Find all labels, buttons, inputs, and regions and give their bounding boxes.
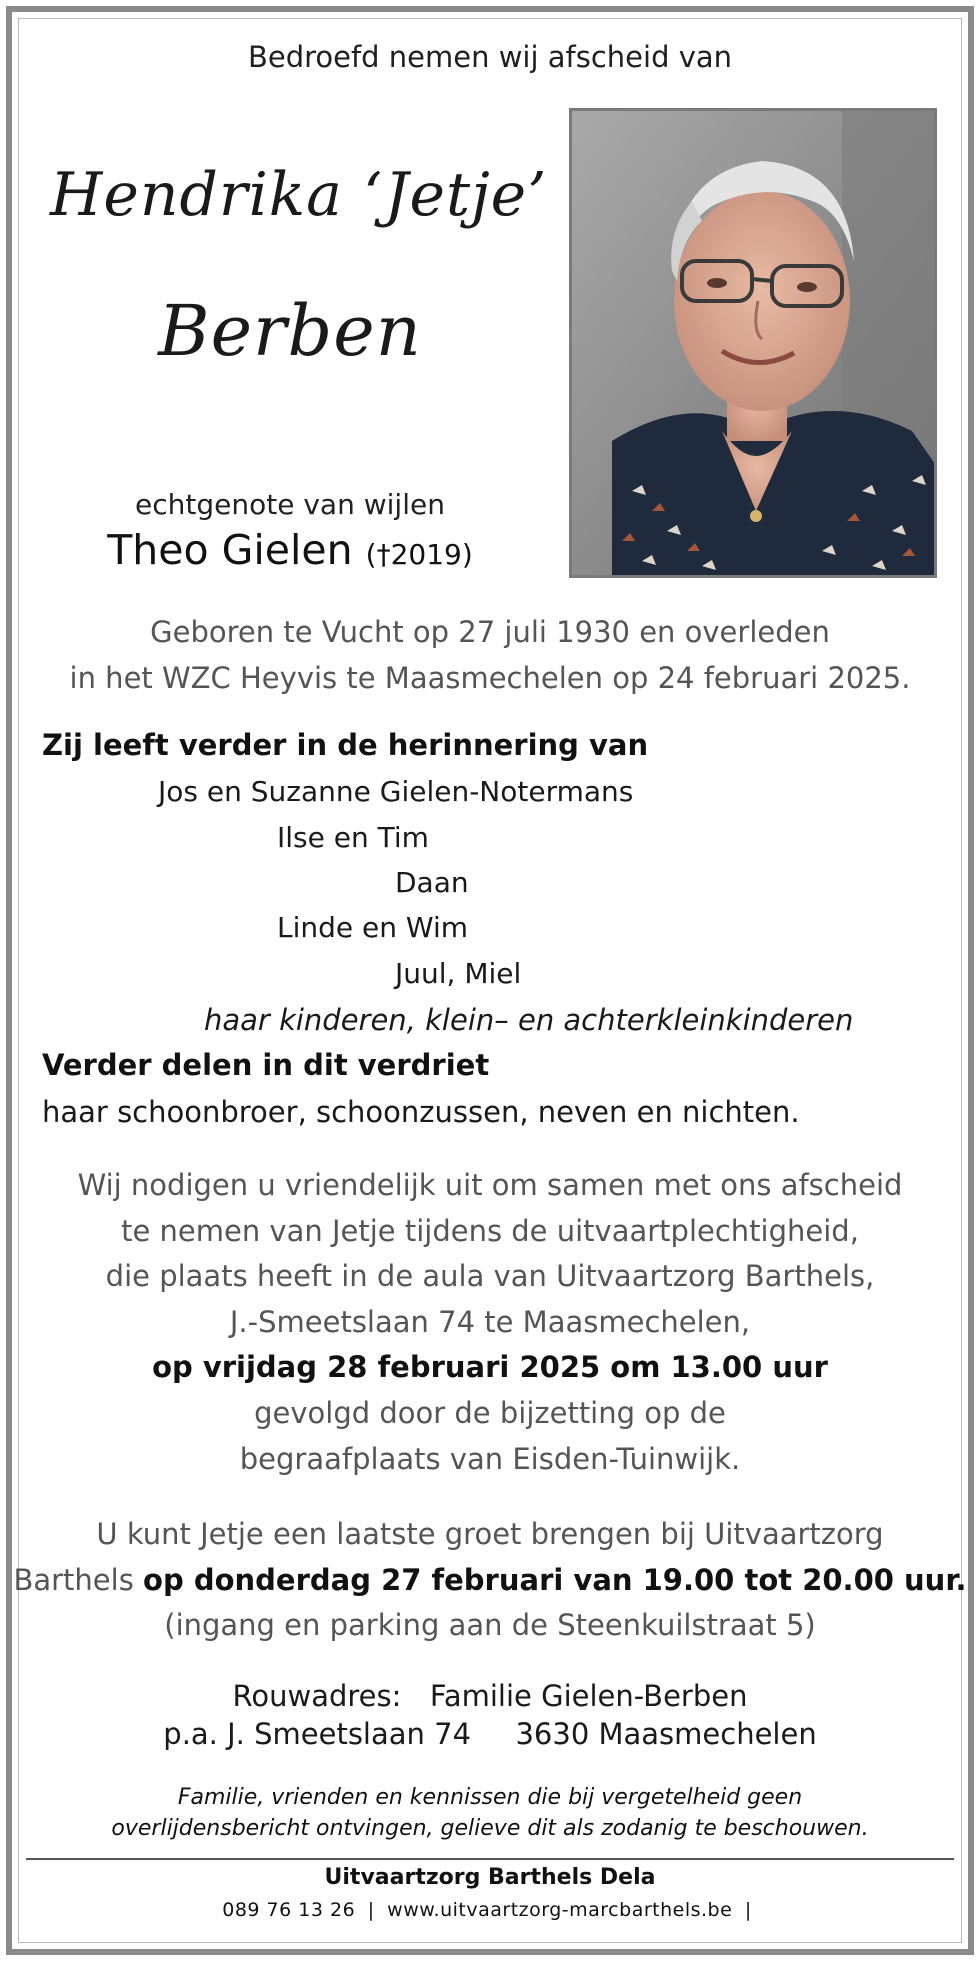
notice-line-2: overlijdensbericht ontvingen, gelieve dit als zodanig te beschouwen. xyxy=(111,1816,869,1841)
others-text: haar schoonbroer, schoonzussen, neven en nichten. xyxy=(42,1095,800,1129)
invitation-line: begraafplaats van Eisden-Tuinwijk. xyxy=(239,1442,741,1476)
spouse-death-year: (†2019) xyxy=(365,538,473,571)
address-line-2 xyxy=(0,1717,980,1751)
footer-divider xyxy=(26,1858,954,1860)
birth-line-1: Geboren te Vucht op 27 juli 1930 en overleden xyxy=(150,615,830,649)
family-member: Linde en Wim xyxy=(277,911,469,944)
visitation-line-2 xyxy=(0,1563,980,1597)
invitation-line: J.-Smeetslaan 74 te Maasmechelen, xyxy=(229,1305,751,1339)
visitation-line-1: U kunt Jetje een laatste groet brengen bij Uitvaartzorg xyxy=(96,1517,884,1551)
visitation-location: Barthels xyxy=(13,1563,134,1597)
address-street: p.a. J. Smeetslaan 74 xyxy=(163,1717,472,1751)
invitation-line: Wij nodigen u vriendelijk uit om samen met ons afscheid xyxy=(77,1168,903,1202)
spouse-name: Theo Gielen xyxy=(107,526,353,574)
birth-line-2: in het WZC Heyvis te Maasmechelen op 24 februari 2025. xyxy=(69,661,911,695)
address-city: 3630 Maasmechelen xyxy=(515,1717,817,1751)
spouse-label: echtgenote van wijlen xyxy=(135,488,445,521)
phone-number: 089 76 13 26 xyxy=(222,1899,356,1921)
deceased-name-first: Hendrika ‘Jetje’ xyxy=(50,160,548,230)
spouse-name-line xyxy=(60,526,520,574)
portrait-illustration xyxy=(572,111,937,578)
family-summary: haar kinderen, klein– en achterkleinkinderen xyxy=(204,1003,854,1037)
address-line-1 xyxy=(0,1679,980,1713)
ceremony-date: op vrijdag 28 februari 2025 om 13.00 uur xyxy=(152,1350,828,1384)
separator: | xyxy=(744,1899,752,1921)
family-member: Juul, Miel xyxy=(395,957,522,990)
notice-line-1: Familie, vrienden en kennissen die bij vergetelheid geen xyxy=(177,1785,803,1810)
funeral-home-contact xyxy=(0,1899,980,1921)
invitation-line: die plaats heeft in de aula van Uitvaartzorg Barthels, xyxy=(105,1259,875,1293)
funeral-home-name: Uitvaartzorg Barthels Dela xyxy=(324,1865,656,1890)
deceased-name-last: Berben xyxy=(158,290,422,372)
invitation-line: gevolgd door de bijzetting op de xyxy=(254,1396,726,1430)
intro-text: Bedroefd nemen wij afscheid van xyxy=(247,40,733,74)
family-heading: Zij leeft verder in de herinnering van xyxy=(42,728,649,762)
website-link[interactable]: www.uitvaartzorg-marcbarthels.be xyxy=(387,1899,733,1921)
portrait-photo xyxy=(569,108,937,578)
family-member: Jos en Suzanne Gielen-Notermans xyxy=(158,775,634,808)
family-member: Ilse en Tim xyxy=(277,821,429,854)
visitation-date: op donderdag 27 februari van 19.00 tot 20.00 uur. xyxy=(143,1563,967,1597)
separator: | xyxy=(367,1899,375,1921)
others-heading: Verder delen in dit verdriet xyxy=(42,1048,490,1082)
visitation-line-3: (ingang en parking aan de Steenkuilstraat 5) xyxy=(164,1608,816,1642)
family-member: Daan xyxy=(395,866,469,899)
address-label: Rouwadres: xyxy=(232,1679,402,1713)
invitation-line: te nemen van Jetje tijdens de uitvaartplechtigheid, xyxy=(121,1214,859,1248)
address-family: Familie Gielen-Berben xyxy=(429,1679,748,1713)
